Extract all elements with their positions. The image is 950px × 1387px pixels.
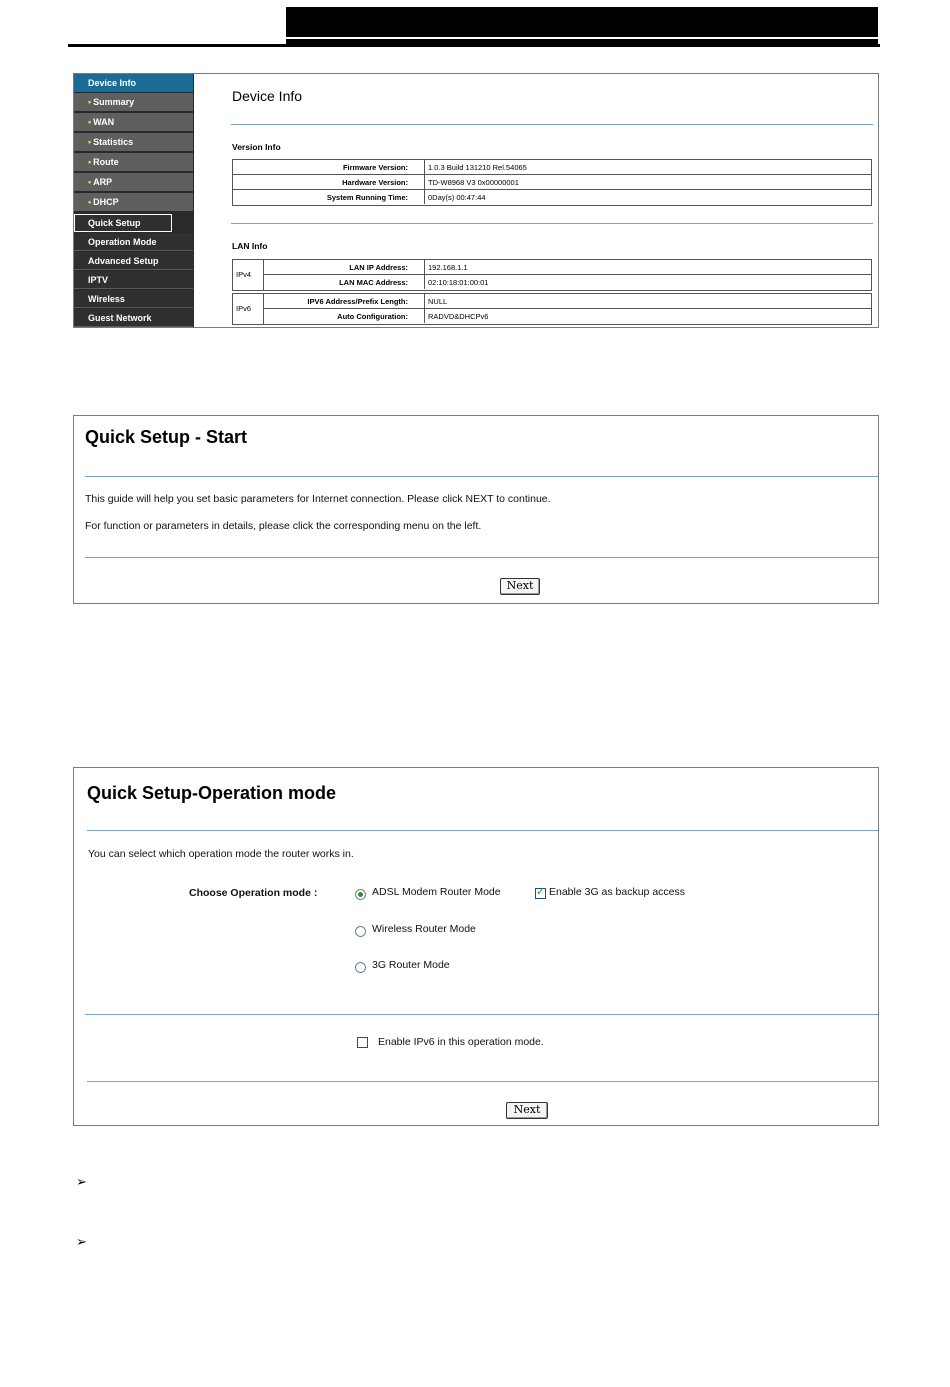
divider [231, 223, 873, 224]
table-row [233, 175, 871, 190]
table-row [264, 260, 871, 275]
bullet-icon: • [88, 117, 92, 127]
help-text: For function or parameters in details, please click the corresponding menu on the left. [85, 520, 482, 532]
row-label: Auto Configuration: [264, 309, 425, 323]
divider [231, 124, 873, 125]
device-info-content [194, 74, 878, 327]
sidebar-item-wireless[interactable] [74, 290, 193, 308]
row-value: 02:10:18:01:00:01 [428, 278, 489, 287]
sidebar-item-label: Wireless [88, 294, 125, 304]
sidebar-item-label: Summary [93, 97, 135, 107]
sidebar-item-guest-network[interactable] [74, 309, 193, 327]
row-value: 192.168.1.1 [428, 263, 468, 272]
sidebar-item-label: Device Info [88, 78, 137, 88]
row-label: LAN IP Address: [264, 260, 425, 274]
row-value: 1.0.3 Build 131210 Rel.54065 [428, 163, 527, 172]
sidebar-menu [74, 74, 194, 327]
panel-title: Quick Setup-Operation mode [87, 783, 337, 803]
row-label: Hardware Version: [233, 175, 425, 189]
row-label: LAN MAC Address: [264, 275, 425, 289]
table-row [233, 160, 871, 175]
table-row [233, 190, 871, 205]
sidebar-item-label: Guest Network [88, 313, 152, 323]
sidebar-item-route[interactable] [74, 153, 193, 172]
ipv6-table [232, 293, 872, 325]
bullet-icon: • [88, 157, 92, 167]
quick-setup-start-panel [73, 415, 879, 604]
bullet-icon: • [88, 97, 92, 107]
sidebar-item-operation-mode[interactable] [74, 233, 193, 251]
sidebar-item-quick-setup[interactable] [74, 214, 172, 232]
sidebar-item-label: Operation Mode [88, 237, 157, 247]
sidebar-item-wan[interactable] [74, 113, 193, 132]
sidebar-item-iptv[interactable] [74, 271, 193, 289]
sidebar-item-advanced-setup[interactable] [74, 252, 193, 270]
row-value: RADVD&DHCPv6 [428, 312, 489, 321]
panel-title: Quick Setup - Start [85, 427, 248, 447]
3g-router-mode-radio[interactable] [355, 962, 366, 973]
next-button[interactable]: Next [506, 1102, 548, 1119]
bullet-icon: • [88, 197, 92, 207]
divider [85, 476, 878, 477]
sidebar-item-device-info[interactable] [74, 74, 193, 92]
sidebar-item-statistics[interactable] [74, 133, 193, 152]
divider [87, 1081, 878, 1082]
bullet-icon: • [88, 177, 92, 187]
table-row [264, 309, 871, 324]
divider [85, 557, 878, 558]
bullet-arrow-icon: ➢ [76, 1234, 87, 1249]
sidebar-item-label: Statistics [93, 137, 134, 147]
device-info-screenshot [73, 73, 879, 328]
sidebar-item-label: IPTV [88, 275, 109, 285]
checkbox-label: Enable 3G as backup access [549, 886, 685, 898]
operation-mode-panel [73, 767, 879, 1126]
sidebar-item-label: Route [93, 157, 119, 167]
header-inner-line [286, 37, 878, 39]
divider [87, 830, 878, 831]
row-value: TD-W8968 V3 0x00000001 [428, 178, 519, 187]
bullet-arrow-icon: ➢ [76, 1174, 87, 1189]
page-title: Device Info [232, 88, 303, 104]
next-button[interactable]: Next [500, 578, 540, 595]
adsl-mode-radio[interactable] [355, 889, 366, 900]
sidebar-item-label: Quick Setup [88, 218, 141, 228]
ipv6-group-label: IPv6 [233, 294, 264, 324]
lan-info-heading: LAN Info [232, 241, 268, 251]
table-row [264, 294, 871, 309]
checkbox-label: Enable IPv6 in this operation mode. [378, 1036, 544, 1048]
table-row [264, 275, 871, 290]
row-label: IPV6 Address/Prefix Length: [264, 294, 425, 308]
sidebar-item-label: DHCP [93, 197, 119, 207]
radio-label: ADSL Modem Router Mode [372, 886, 501, 898]
radio-label: Wireless Router Mode [372, 923, 476, 935]
sidebar-item-arp[interactable] [74, 173, 193, 192]
row-value: NULL [428, 297, 448, 306]
bullet-icon: • [88, 137, 92, 147]
choose-mode-label: Choose Operation mode : [189, 887, 318, 899]
sidebar-item-label: Advanced Setup [88, 256, 159, 266]
radio-label: 3G Router Mode [372, 959, 450, 971]
intro-text: This guide will help you set basic parameters for Internet connection. Please click NEXT to continue. [85, 493, 551, 505]
divider [85, 1014, 878, 1015]
sidebar-item-summary[interactable] [74, 93, 193, 112]
sidebar-item-label: WAN [93, 117, 115, 127]
version-info-heading: Version Info [232, 142, 281, 152]
row-label: Firmware Version: [233, 160, 425, 174]
row-label: System Running Time: [233, 190, 425, 204]
version-info-table [232, 159, 872, 206]
enable-ipv6-checkbox[interactable] [357, 1037, 368, 1048]
ipv4-group-label: IPv4 [233, 260, 264, 290]
enable-3g-backup-checkbox[interactable] [535, 888, 546, 899]
sidebar-item-label: ARP [93, 177, 113, 187]
intro-text: You can select which operation mode the router works in. [88, 848, 354, 860]
header-rule [68, 44, 880, 47]
ipv4-table [232, 259, 872, 291]
sidebar-item-dhcp[interactable] [74, 193, 193, 212]
wireless-router-mode-radio[interactable] [355, 926, 366, 937]
row-value: 0Day(s) 00:47:44 [428, 193, 486, 202]
